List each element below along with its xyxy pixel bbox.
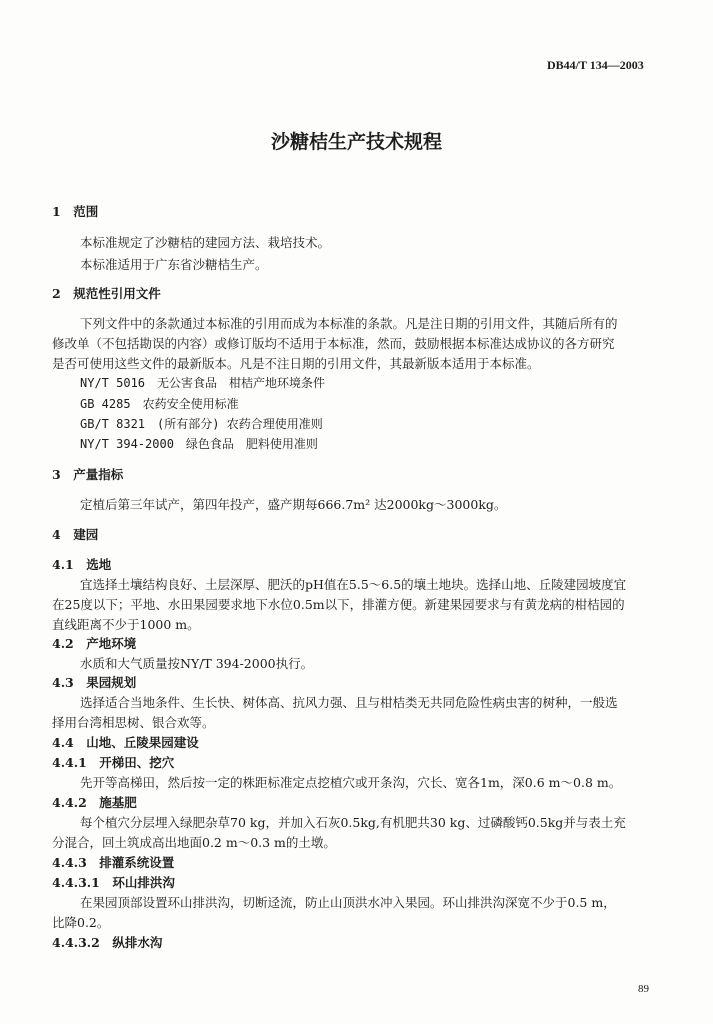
section-4-2-line-1: 水质和大气质量按NY/T 394-2000执行。: [80, 656, 314, 671]
section-4-4-2-line-2: 分混合，回土筑成高出地面0.2 m～0.3 m的土墩。: [52, 835, 336, 850]
section-4-4-3-2-heading: 4.4.3.2 纵排水沟: [52, 935, 163, 950]
section-4-4-3-1-line-1: 在果园顶部设置环山排洪沟，切断迳流，防止山顶洪水冲入果园。环山排洪沟深宽不少于0.5 m，: [80, 895, 616, 910]
section-2-line-1: 下列文件中的条款通过本标准的引用而成为本标准的条款。凡是注日期的引用文件，其随后所有的: [80, 316, 618, 331]
reference-item: NY/T 394-2000 绿色食品 肥料使用准则: [80, 437, 318, 451]
standard-code: DB44/T 134—2003: [547, 58, 644, 72]
reference-item: GB 4285 农药安全使用标准: [80, 397, 239, 411]
section-4-3-heading: 4.3 果园规划: [52, 675, 137, 690]
section-1-para-1: 本标准规定了沙糖桔的建园方法、栽培技术。: [80, 235, 331, 250]
section-4-3-line-1: 选择适合当地条件、生长快、树体高、抗风力强、且与柑桔类无共同危险性病虫害的树种，一般选: [80, 695, 618, 710]
section-1-para-2: 本标准适用于广东省沙糖桔生产。: [80, 257, 268, 272]
section-3-heading: 3 产量指标: [52, 467, 124, 482]
section-2-heading: 2 规范性引用文件: [52, 286, 161, 301]
section-3-para-1: 定植后第三年试产，第四年投产，盛产期每666.7m² 达2000kg～3000kg。: [80, 497, 507, 512]
section-2-line-3: 是否可使用这些文件的最新版本。凡是不注日期的引用文件，其最新版本适用于本标准。: [52, 356, 540, 371]
section-4-2-heading: 4.2 产地环境: [52, 636, 137, 651]
section-4-4-heading: 4.4 山地、丘陵果园建设: [52, 735, 199, 750]
document-title: 沙糖桔生产技术规程: [270, 131, 442, 153]
section-2-line-2: 修改单（不包括勘误的内容）或修订版均不适用于本标准，然而，鼓励根据本标准达成协议的各方研究: [52, 336, 615, 351]
section-4-1-line-1: 宜选择土壤结构良好、土层深厚、肥沃的pH值在5.5～6.5的壤土地块。选择山地、丘陵建园坡度宜: [80, 577, 627, 592]
section-4-4-2-heading: 4.4.2 施基肥: [52, 795, 137, 810]
section-4-3-line-2: 择用台湾相思树、银合欢等。: [52, 715, 215, 730]
section-1-heading: 1 范围: [52, 204, 99, 219]
section-4-4-2-line-1: 每个植穴分层埋入绿肥杂草70 kg，并加入石灰0.5kg,有机肥共30 kg、过磷酸钙0.5kg并与表土充: [80, 815, 626, 830]
section-4-4-1-heading: 4.4.1 开梯田、挖穴: [52, 755, 175, 770]
section-4-4-3-1-heading: 4.4.3.1 环山排洪沟: [52, 875, 175, 890]
section-4-4-3-heading: 4.4.3 排灌系统设置: [52, 855, 175, 870]
section-4-1-heading: 4.1 选地: [52, 557, 112, 572]
section-4-4-1-line-1: 先开等高梯田，然后按一定的株距标准定点挖植穴或开条沟，穴长、宽各1m，深0.6 m～0.8 m。: [80, 775, 622, 790]
page-number: 89: [638, 983, 649, 995]
reference-item: GB/T 8321 (所有部分) 农药合理使用准则: [80, 417, 323, 431]
section-4-1-line-2: 在25度以下；平地、水田果园要求地下水位0.5m以下，排灌方便。新建果园要求与有黄龙病的柑桔园的: [52, 597, 625, 612]
section-4-heading: 4 建园: [52, 527, 99, 542]
reference-item: NY/T 5016 无公害食品 柑桔产地环境条件: [80, 376, 326, 390]
section-4-1-line-3: 直线距离不少于1000 m。: [52, 617, 200, 632]
section-4-4-3-1-line-2: 比降0.2。: [52, 915, 110, 930]
